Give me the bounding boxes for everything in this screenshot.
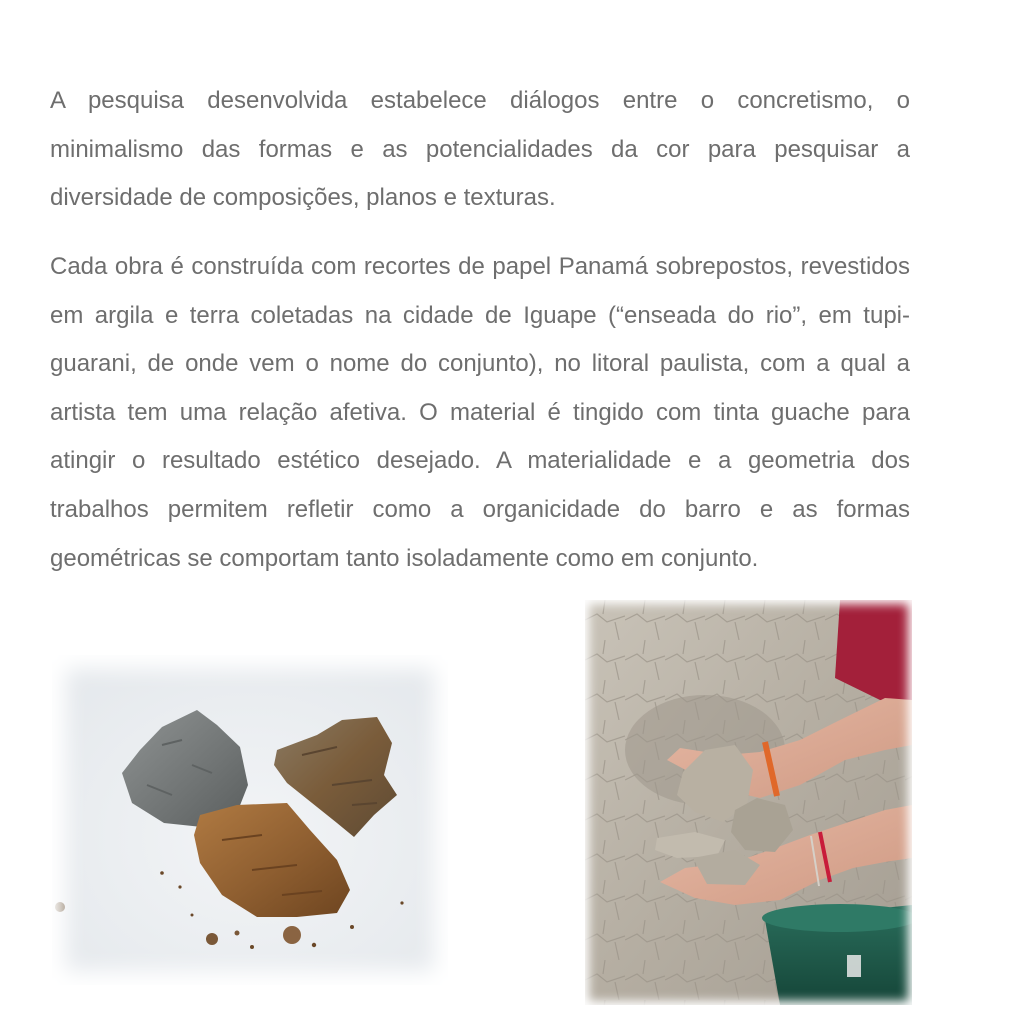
hands-holding-clay-photo [585,600,912,1005]
paragraph-intro: A pesquisa desenvolvida estabelece diálogos entre o concretismo, o minimalismo das formas e as potencialidades da cor para pesquisar a diversidade de composições, planos e texturas. [50,87,910,212]
clay-samples-photo [52,655,448,985]
paragraph-description: Cada obra é construída com recortes de papel Panamá sobrepostos, revestidos em argila e terra coletadas na cidade de Iguape (“enseada do rio”, em tupi-guarani, de onde vem o nome do conjunto), no litoral paulista, com a qual a artista tem uma relação afetiva. O material é tingido com tinta guache para atingir o resultado estético desejado. A materialidade e a geometria dos trabalhos permitem refletir como a organicidade do barro e as formas geométricas se comportam tanto isoladamente como em conjunto. [50,253,910,572]
